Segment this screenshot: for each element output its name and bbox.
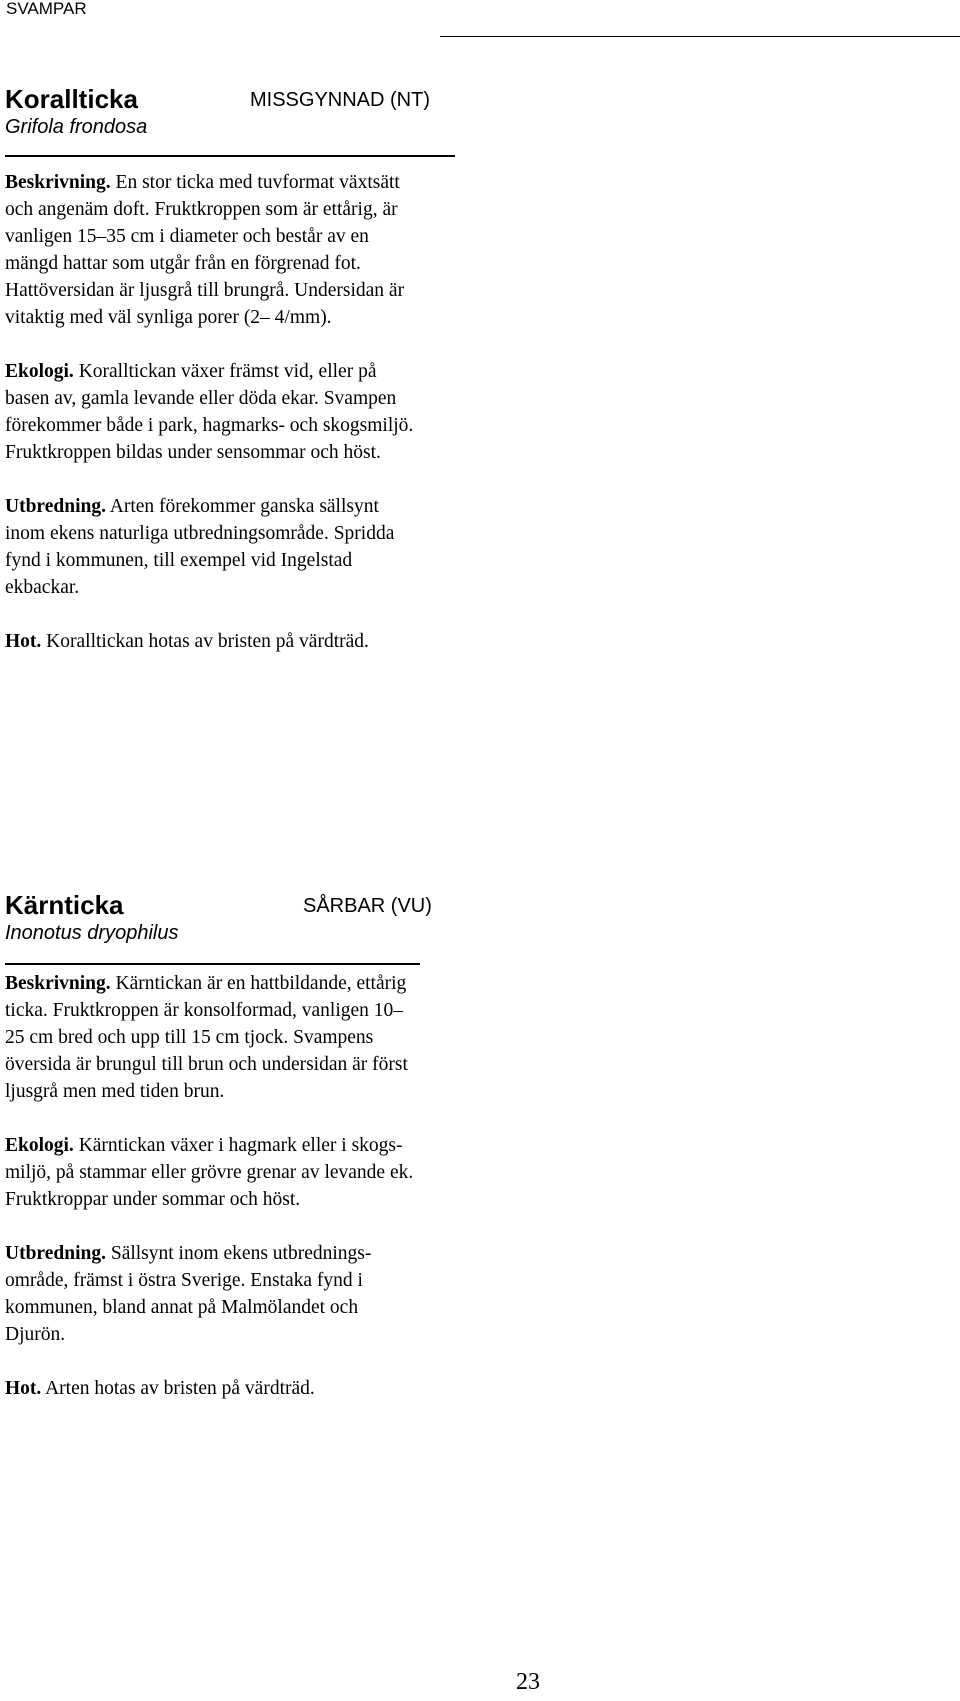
description-paragraph xyxy=(5,970,505,1105)
paragraph-text: Kärntickan växer i hagmark eller i skogs- miljö, på stammar eller grövre grenar av levande ek. Fruktkroppar under sommar och höst. xyxy=(5,1135,414,1210)
paragraph-text: Koralltickan hotas av bristen på värdträd. xyxy=(41,631,369,652)
redlist-status: MISSGYNNAD (NT) xyxy=(250,89,430,111)
name-underline-rule xyxy=(5,155,455,157)
species-latin-name: Inonotus dryophilus xyxy=(5,922,179,944)
paragraph-text: Koralltickan växer främst vid, eller på basen av, gamla levande eller döda ekar. Svampen förekommer både i park, hagmarks- och skogsmiljö. Fruktkroppen bildas under sensommar och höst. xyxy=(5,361,414,463)
paragraph-heading: Beskrivning. xyxy=(5,973,111,994)
paragraph-text: Sällsynt inom ekens utbrednings- område, främst i östra Sverige. Enstaka fynd i kommunen, bland annat på Malmölandet och Djurön. xyxy=(5,1243,372,1345)
ecology-paragraph xyxy=(5,358,505,466)
paragraph-heading: Hot. xyxy=(5,631,42,652)
page-number: 23 xyxy=(516,1669,540,1695)
running-header: SVAMPAR xyxy=(6,0,87,18)
species-common-name: Korallticka xyxy=(5,84,138,114)
header-rule xyxy=(440,36,960,37)
species-common-name: Kärnticka xyxy=(5,890,124,920)
species-title-row xyxy=(5,84,505,114)
species-entry-karnticka xyxy=(5,890,505,1429)
paragraph-text: En stor ticka med tuvformat växtsätt och angenäm doft. Fruktkroppen som är ettårig, är vanligen 15–35 cm i diameter och består av en mängd hattar som utgår från en förgrenad fot. Hattöversidan är ljusgrå till brungrå. Undersidan är vitaktig med väl synliga porer (2– 4/mm). xyxy=(5,172,405,328)
paragraph-text: Arten hotas av bristen på värdträd. xyxy=(41,1378,315,1399)
name-underline-rule xyxy=(5,963,420,965)
distribution-paragraph xyxy=(5,493,505,601)
redlist-status: SÅRBAR (VU) xyxy=(303,895,432,917)
paragraph-heading: Ekologi. xyxy=(5,1135,74,1156)
threat-paragraph xyxy=(5,1375,505,1402)
paragraph-heading: Beskrivning. xyxy=(5,172,111,193)
paragraph-text: Kärntickan är en hattbildande, ettårig ticka. Fruktkroppen är konsolformad, vanligen 10– 25 cm bred och upp till 15 cm tjock. Svampens översida är brungul till brun och undersidan är först ljusgrå men med tiden brun. xyxy=(5,973,408,1102)
paragraph-text: Arten förekommer ganska sällsynt inom ekens naturliga utbredningsområde. Spridda fynd i kommunen, till exempel vid Ingelstad ekbackar. xyxy=(5,496,395,598)
species-latin-name: Grifola frondosa xyxy=(5,116,148,138)
ecology-paragraph xyxy=(5,1132,505,1213)
paragraph-heading: Utbredning. xyxy=(5,1243,106,1264)
paragraph-heading: Ekologi. xyxy=(5,361,74,382)
description-paragraph xyxy=(5,169,505,331)
distribution-paragraph xyxy=(5,1240,505,1348)
species-entry-korallticka xyxy=(5,84,505,682)
species-title-row xyxy=(5,890,505,920)
threat-paragraph xyxy=(5,628,505,655)
paragraph-heading: Utbredning. xyxy=(5,496,106,517)
paragraph-heading: Hot. xyxy=(5,1378,42,1399)
